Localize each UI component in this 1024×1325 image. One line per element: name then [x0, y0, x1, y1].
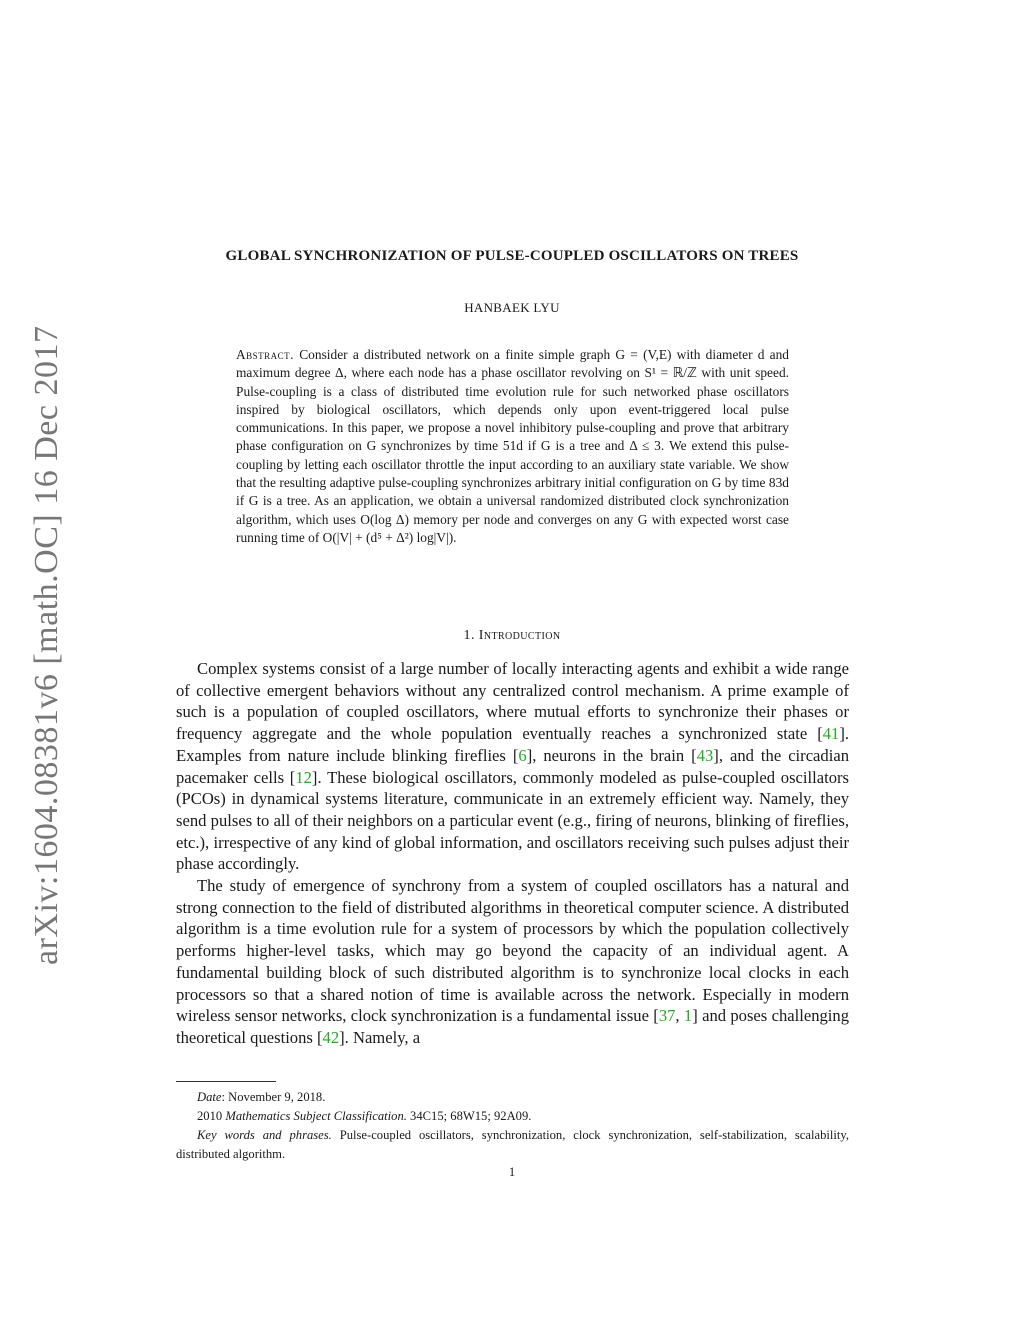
footnote-keywords — [176, 1126, 849, 1164]
keywords-value: Pulse-coupled oscillators, synchronization, clock synchronization, self-stabilization, scalability, distributed algorithm. — [176, 1128, 849, 1161]
msc-value: 34C15; 68W15; 92A09. — [406, 1109, 532, 1123]
msc-label: Mathematics Subject Classification. — [225, 1109, 407, 1123]
text-span: ], and the circadian pacemaker cells [ — [176, 745, 849, 787]
text-span: Complex systems consist of a large number of locally interacting agents and exhibit a wide range of collective emergent behaviors without any centralized control mechanism. A prime example of such is a population of coupled oscillators, where mutual efforts to synchronize their phases or frequency aggregate and the whole population eventually reaches a synchronized state [ — [176, 659, 849, 744]
citation-link[interactable]: 1 — [683, 1006, 693, 1026]
arxiv-side-stamp: arXiv:1604.08381v6 [math.OC] 16 Dec 2017 — [28, 325, 65, 965]
date-label: Date — [197, 1090, 222, 1104]
text-span: ]. Namely, a — [339, 1027, 421, 1047]
text-span: The study of emergence of synchrony from a system of coupled oscillators has a natural and strong connection to the field of distributed algorithms in theoretical computer science. A distributed algorithm is a time evolution rule for a system of processors by which the population collectively performs higher-level tasks, which may go beyond the capacity of an individual agent. A fundamental building block of such distributed algorithm is to synchronize local clocks in each processors so that a shared notion of time is available across the network. Especially in modern wireless sensor networks, clock synchronization is a fundamental issue [ — [176, 876, 849, 1026]
paragraph-1 — [176, 658, 849, 875]
citation-link[interactable]: 42 — [322, 1027, 340, 1047]
text-span: ], neurons in the brain [ — [526, 745, 697, 765]
section-title: Introduction — [478, 628, 561, 643]
abstract-label: Abstract. — [236, 347, 295, 362]
date-value: : November 9, 2018. — [221, 1090, 326, 1104]
section-number: 1. — [463, 628, 475, 643]
footnotes — [176, 1088, 849, 1164]
body-text — [176, 658, 849, 1049]
text-span: ] and poses challenging theoretical questions [ — [176, 1006, 850, 1047]
text-span: ]. These biological oscillators, commonly modeled as pulse-coupled oscillators (PCOs) in dynamical systems literature, communicate in an extremely efficient way. Namely, they send pulses to all of their neighbors on a particular event (e.g., firing of neurons, blinking of fireflies, etc.), irrespective of any kind of global information, and oscillators receiving such pulses adjust their phase accordingly. — [176, 767, 849, 874]
page-number: 1 — [508, 1165, 516, 1179]
citation-link[interactable]: 43 — [696, 745, 714, 765]
abstract — [236, 346, 789, 547]
keywords-label: Key words and phrases. — [197, 1128, 332, 1142]
citation-link[interactable]: 6 — [518, 745, 527, 765]
paragraph-2 — [176, 875, 849, 1049]
text-span: ]. Examples from nature include blinking fireflies [ — [176, 724, 849, 765]
section-heading — [176, 628, 848, 644]
footnote-msc — [176, 1107, 849, 1126]
text-span: , — [675, 1006, 684, 1026]
abstract-text: Consider a distributed network on a finite simple graph G = (V,E) with diameter d and maximum degree Δ, where each node has a phase oscillator revolving on S¹ = ℝ/ℤ with unit speed. Pulse-coupling is a class of distributed time evolution rule for such networked phase oscillators inspired by biological oscillators, which depends only upon event-triggered local pulse communications. In this paper, we propose a novel inhibitory pulse-coupling and prove that arbitrary phase configuration on G synchronizes by time 51d if G is a tree and Δ ≤ 3. We extend this pulse-coupling by letting each oscillator throttle the input according to an auxiliary state variable. We show that the resulting adaptive pulse-coupling synchronizes arbitrary initial configuration on G by time 83d if G is a tree. As an application, we obtain a universal randomized distributed clock synchronization algorithm, which uses O(log Δ) memory per node and converges on any G with expected worst case running time of O(|V| + (d⁵ + Δ²) log|V|). — [236, 347, 789, 545]
citation-link[interactable]: 41 — [822, 724, 840, 744]
msc-year: 2010 — [197, 1109, 226, 1123]
footnote-date — [176, 1088, 849, 1107]
paper-title: GLOBAL SYNCHRONIZATION OF PULSE-COUPLED OSCILLATORS ON TREES — [225, 248, 799, 264]
citation-link[interactable]: 37 — [658, 1006, 676, 1026]
citation-link[interactable]: 12 — [295, 767, 312, 787]
footnote-rule — [176, 1081, 276, 1082]
author-name: HANBAEK LYU — [464, 300, 560, 315]
